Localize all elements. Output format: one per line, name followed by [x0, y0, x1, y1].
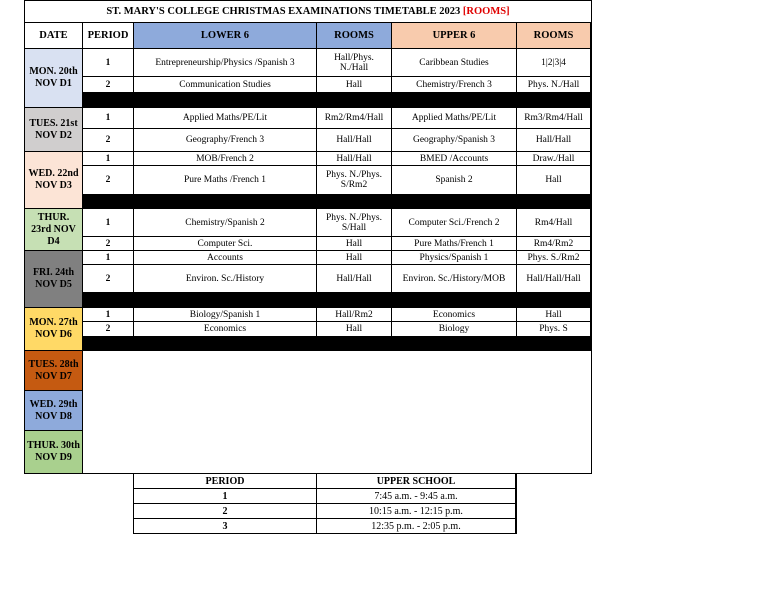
day-label: THUR. 23rd NOV D4: [25, 209, 83, 251]
period-time: 10:15 a.m. - 12:15 p.m.: [317, 504, 516, 519]
period-cell: 2: [83, 237, 134, 251]
lower6-subject: Applied Maths/PE/Lit: [134, 108, 317, 129]
upper6-rooms: Draw./Hall: [517, 152, 591, 166]
lower6-rooms: Hall/Rm2: [317, 308, 392, 322]
upper6-subject: Chemistry/French 3: [392, 77, 517, 93]
period-cell: 1: [83, 152, 134, 166]
upper6-rooms: Hall: [517, 308, 591, 322]
lower6-subject: Accounts: [134, 251, 317, 265]
upper6-subject: Economics: [392, 308, 517, 322]
header-rooms-upper: ROOMS: [517, 23, 591, 49]
day-label: THUR. 30th NOV D9: [25, 431, 83, 474]
lower6-rooms: Hall: [317, 237, 392, 251]
header-period: PERIOD: [83, 23, 134, 49]
header-rooms-lower: ROOMS: [317, 23, 392, 49]
period-cell: 1: [83, 49, 134, 77]
header-date: DATE: [25, 23, 83, 49]
lower6-rooms: Phys. N./Phys. S/Hall: [317, 209, 392, 237]
period-time: 12:35 p.m. - 2:05 p.m.: [317, 519, 516, 534]
lower6-subject: Computer Sci.: [134, 237, 317, 251]
timetable: [24, 0, 592, 474]
upper6-subject: Geography/Spanish 3: [392, 129, 517, 152]
title-suffix: [ROOMS]: [462, 6, 510, 17]
upper-school-header: UPPER SCHOOL: [317, 474, 516, 489]
timetable-title: [25, 1, 591, 23]
period-cell: 2: [83, 77, 134, 93]
period-times-table: [133, 474, 517, 534]
lower6-rooms: Hall/Hall: [317, 152, 392, 166]
header-upper: UPPER 6: [392, 23, 517, 49]
period-header: PERIOD: [134, 474, 317, 489]
lower6-rooms: Hall/Hall: [317, 129, 392, 152]
lower6-rooms: Rm2/Rm4/Hall: [317, 108, 392, 129]
lower6-subject: Pure Maths /French 1: [134, 166, 317, 195]
day-label: WED. 22nd NOV D3: [25, 152, 83, 209]
upper6-subject: Computer Sci./French 2: [392, 209, 517, 237]
upper6-rooms: Phys. S./Rm2: [517, 251, 591, 265]
header-lower: LOWER 6: [134, 23, 317, 49]
upper6-subject: Physics/Spanish 1: [392, 251, 517, 265]
period-cell: 1: [83, 108, 134, 129]
upper6-subject: BMED /Accounts: [392, 152, 517, 166]
lower6-subject: Entrepreneurship/Physics /Spanish 3: [134, 49, 317, 77]
lower6-subject: Biology/Spanish 1: [134, 308, 317, 322]
period-time: 7:45 a.m. - 9:45 a.m.: [317, 489, 516, 504]
upper6-subject: Biology: [392, 322, 517, 337]
upper6-rooms: Phys. N./Hall: [517, 77, 591, 93]
separator-bar: [83, 293, 591, 308]
separator-bar: [83, 337, 591, 351]
lower6-subject: MOB/French 2: [134, 152, 317, 166]
day-label: FRI. 24th NOV D5: [25, 251, 83, 308]
period-cell: 2: [83, 265, 134, 293]
lower6-rooms: Hall: [317, 77, 392, 93]
period-cell: 2: [83, 322, 134, 337]
lower6-rooms: Hall: [317, 322, 392, 337]
period-cell: 1: [83, 209, 134, 237]
period-cell: 2: [83, 129, 134, 152]
period-number: 1: [134, 489, 317, 504]
upper6-subject: Caribbean Studies: [392, 49, 517, 77]
upper6-rooms: Rm4/Hall: [517, 209, 591, 237]
day-label: TUES. 21st NOV D2: [25, 108, 83, 152]
day-label: TUES. 28th NOV D7: [25, 351, 83, 391]
period-cell: 1: [83, 308, 134, 322]
upper6-rooms: Hall: [517, 166, 591, 195]
lower6-subject: Economics: [134, 322, 317, 337]
lower6-subject: Communication Studies: [134, 77, 317, 93]
separator-bar: [83, 195, 591, 209]
lower6-subject: Environ. Sc./History: [134, 265, 317, 293]
lower6-rooms: Hall/Phys. N./Hall: [317, 49, 392, 77]
upper6-rooms: Rm3/Rm4/Hall: [517, 108, 591, 129]
lower6-rooms: Hall: [317, 251, 392, 265]
lower6-rooms: Phys. N./Phys. S/Rm2: [317, 166, 392, 195]
upper6-rooms: Phys. S: [517, 322, 591, 337]
upper6-rooms: 1|2|3|4: [517, 49, 591, 77]
title-text: ST. MARY'S COLLEGE CHRISTMAS EXAMINATIONS TIMETABLE 2023: [106, 6, 461, 17]
day-label: MON. 27th NOV D6: [25, 308, 83, 351]
upper6-subject: Pure Maths/French 1: [392, 237, 517, 251]
day-label: MON. 20th NOV D1: [25, 49, 83, 108]
separator-bar: [83, 93, 591, 108]
lower6-subject: Geography/French 3: [134, 129, 317, 152]
period-number: 2: [134, 504, 317, 519]
day-label: WED. 29th NOV D8: [25, 391, 83, 431]
upper6-subject: Spanish 2: [392, 166, 517, 195]
period-number: 3: [134, 519, 317, 534]
period-cell: 1: [83, 251, 134, 265]
upper6-subject: Applied Maths/PE/Lit: [392, 108, 517, 129]
upper6-rooms: Hall/Hall: [517, 129, 591, 152]
upper6-rooms: Rm4/Rm2: [517, 237, 591, 251]
period-cell: 2: [83, 166, 134, 195]
lower6-subject: Chemistry/Spanish 2: [134, 209, 317, 237]
lower6-rooms: Hall/Hall: [317, 265, 392, 293]
upper6-subject: Environ. Sc./History/MOB: [392, 265, 517, 293]
upper6-rooms: Hall/Hall/Hall: [517, 265, 591, 293]
